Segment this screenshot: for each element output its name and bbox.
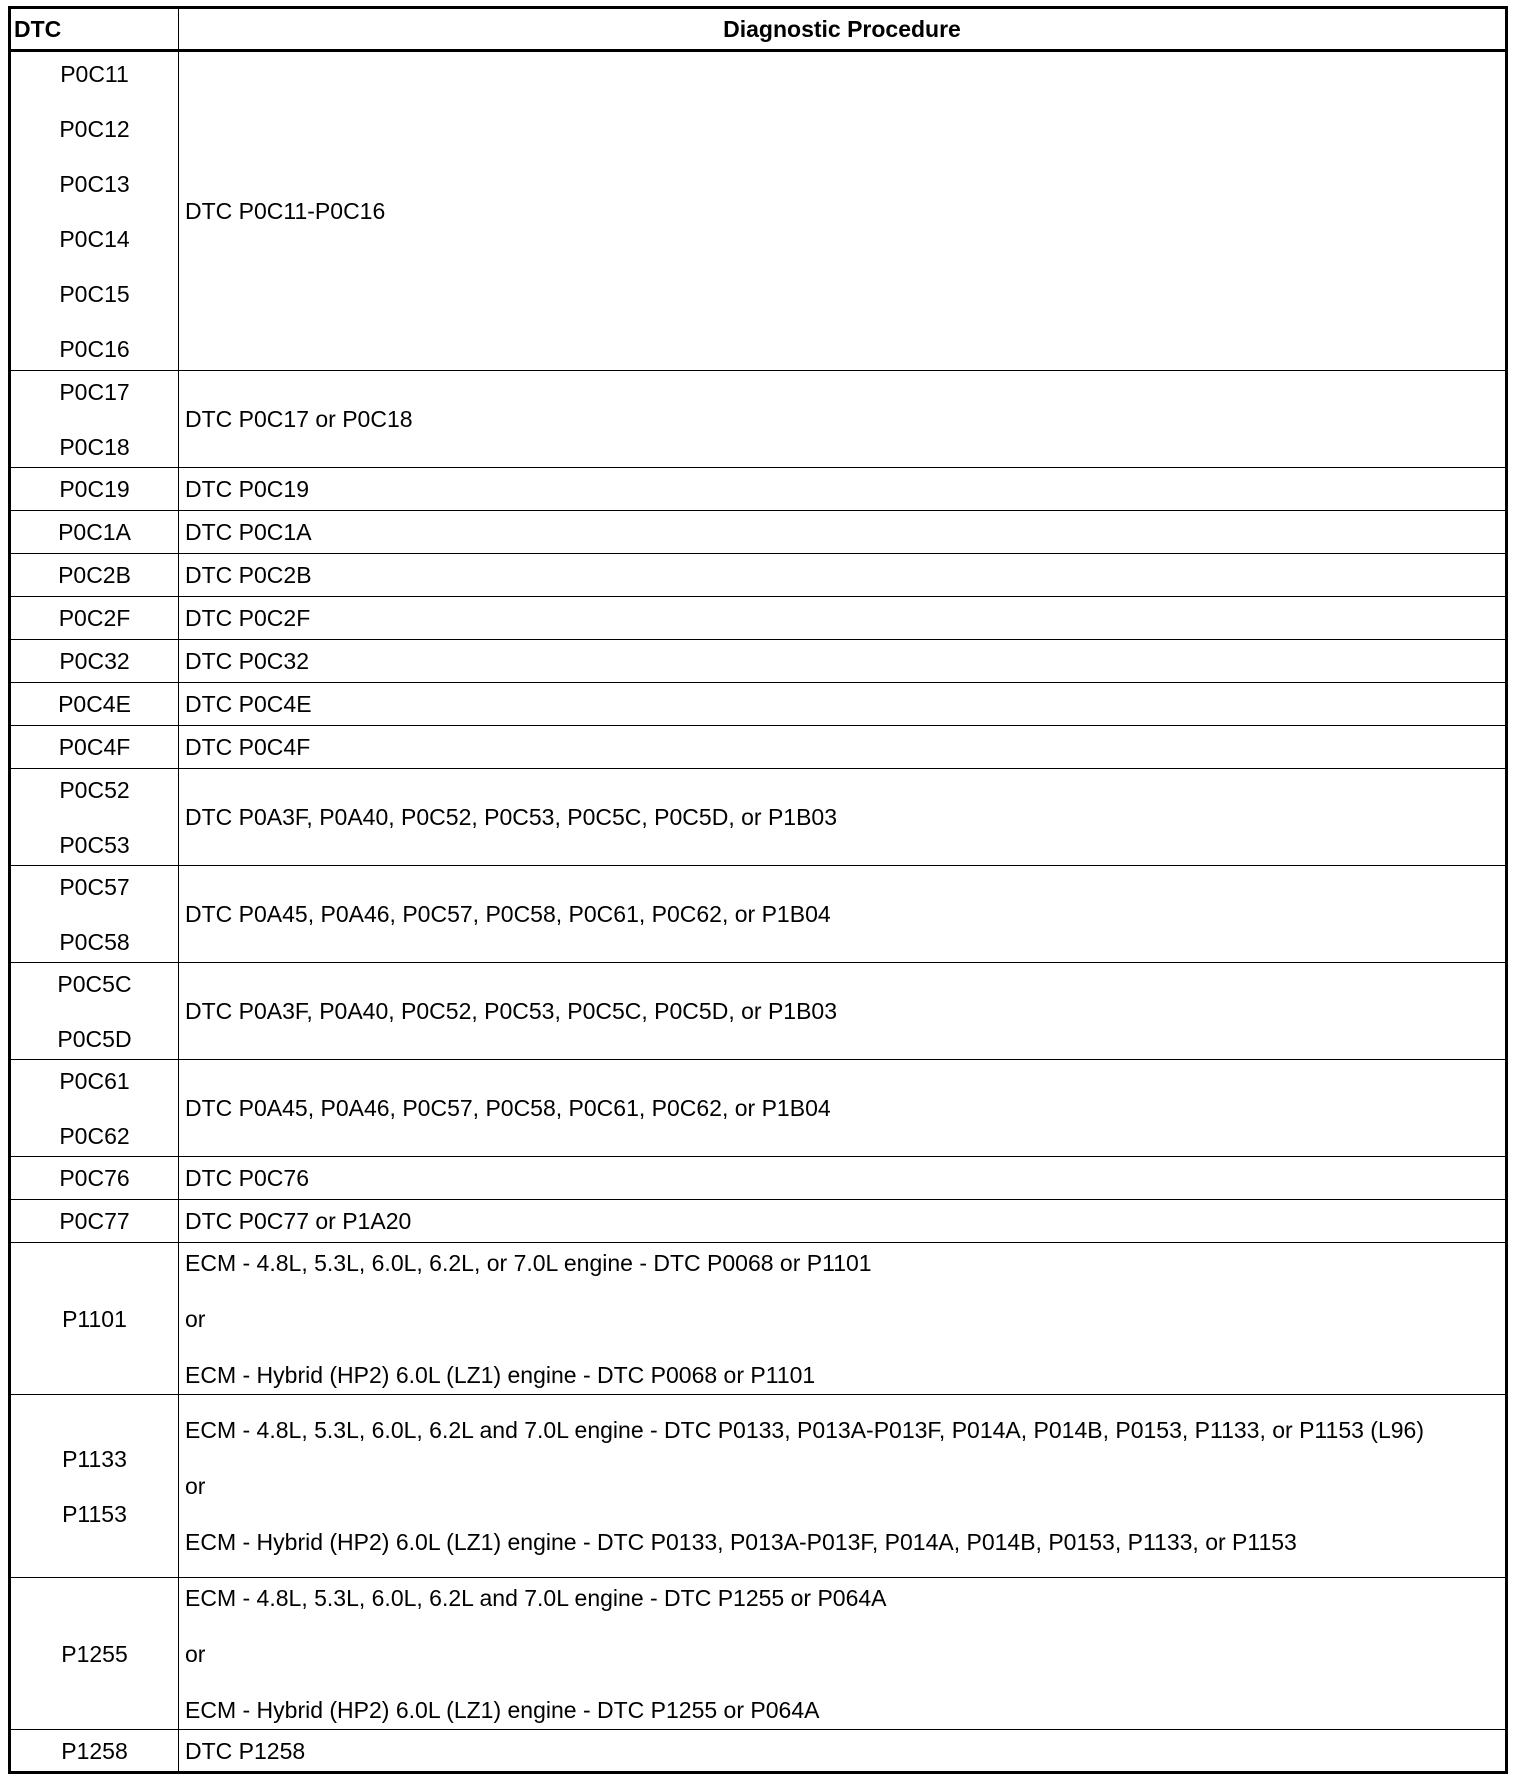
procedure-text: ECM - Hybrid (HP2) 6.0L (LZ1) engine - DTC P0133, P013A-P013F, P014A, P014B, P0153, P1133, or P1153 xyxy=(185,1529,1297,1555)
dtc-code-cell xyxy=(10,1578,179,1730)
dtc-code: P1258 xyxy=(61,1737,128,1764)
dtc-code: P0C19 xyxy=(59,476,130,502)
dtc-code: P0C58 xyxy=(59,928,130,955)
diagnostic-procedure-cell xyxy=(179,1730,1507,1773)
procedure-text: DTC P0A45, P0A46, P0C57, P0C58, P0C61, P0C62, or P1B04 xyxy=(185,1095,831,1121)
dtc-code: P1153 xyxy=(62,1500,127,1527)
table-row xyxy=(10,468,1507,511)
procedure-text: DTC P0C32 xyxy=(185,648,309,674)
table-row xyxy=(10,963,1507,1060)
dtc-code-cell xyxy=(10,1200,179,1243)
dtc-code: P0C61 xyxy=(59,1067,130,1094)
procedure-text: ECM - 4.8L, 5.3L, 6.0L, 6.2L and 7.0L engine - DTC P1255 or P064A xyxy=(185,1584,887,1611)
dtc-code-cell xyxy=(10,1157,179,1200)
dtc-code: P1133 xyxy=(62,1445,127,1472)
dtc-code-cell xyxy=(10,726,179,769)
document-page xyxy=(8,6,1508,1774)
dtc-code: P0C17 xyxy=(59,378,130,405)
procedure-text: DTC P0A45, P0A46, P0C57, P0C58, P0C61, P0C62, or P1B04 xyxy=(185,901,831,927)
diagnostic-procedure-cell xyxy=(179,1157,1507,1200)
dtc-code: P0C16 xyxy=(59,335,130,362)
procedure-text: DTC P0C1A xyxy=(185,519,312,545)
table-row xyxy=(10,1730,1507,1773)
dtc-code-cell xyxy=(10,769,179,866)
dtc-code-cell xyxy=(10,1395,179,1578)
dtc-code: P0C5C xyxy=(57,970,132,997)
dtc-code: P0C2B xyxy=(58,562,131,588)
procedure-text: or xyxy=(185,1305,206,1332)
procedure-text: DTC P0C19 xyxy=(185,476,309,502)
table-row xyxy=(10,554,1507,597)
dtc-code-cell xyxy=(10,554,179,597)
diagnostic-procedure-cell xyxy=(179,866,1507,963)
diagnostic-procedure-cell xyxy=(179,371,1507,468)
dtc-code-cell xyxy=(10,511,179,554)
dtc-code: P0C77 xyxy=(59,1208,130,1234)
diagnostic-procedure-cell xyxy=(179,769,1507,866)
procedure-text: ECM - 4.8L, 5.3L, 6.0L, 6.2L and 7.0L engine - DTC P0133, P013A-P013F, P014A, P014B, P0153, P1133, or P1153 (L96) xyxy=(185,1417,1424,1443)
diagnostic-procedure-cell xyxy=(179,726,1507,769)
table-row xyxy=(10,371,1507,468)
diagnostic-procedure-cell xyxy=(179,1395,1507,1578)
dtc-code: P0C13 xyxy=(59,170,130,197)
dtc-code-cell xyxy=(10,468,179,511)
dtc-code: P1255 xyxy=(61,1640,128,1667)
table-row xyxy=(10,683,1507,726)
procedure-text: DTC P0C77 or P1A20 xyxy=(185,1208,412,1234)
dtc-code: P1101 xyxy=(62,1305,127,1332)
dtc-code-cell xyxy=(10,1730,179,1773)
diagnostic-procedure-cell xyxy=(179,683,1507,726)
dtc-code-cell xyxy=(10,1243,179,1395)
dtc-code: P0C15 xyxy=(59,280,130,307)
procedure-text: DTC P0C2B xyxy=(185,562,312,588)
table-body xyxy=(10,51,1507,1773)
dtc-code: P0C2F xyxy=(58,605,131,631)
dtc-column-header: DTC xyxy=(10,8,179,51)
dtc-code: P0C12 xyxy=(59,115,130,142)
dtc-code-cell xyxy=(10,597,179,640)
procedure-column-header: Diagnostic Procedure xyxy=(179,8,1507,51)
procedure-text: ECM - 4.8L, 5.3L, 6.0L, 6.2L, or 7.0L engine - DTC P0068 or P1101 xyxy=(185,1249,872,1276)
table-header-row xyxy=(10,8,1507,51)
diagnostic-procedure-cell xyxy=(179,468,1507,511)
table-row xyxy=(10,511,1507,554)
diagnostic-procedure-cell xyxy=(179,640,1507,683)
dtc-code: P0C52 xyxy=(59,776,130,803)
table-row xyxy=(10,597,1507,640)
dtc-code: P0C1A xyxy=(58,519,131,545)
dtc-code-cell xyxy=(10,640,179,683)
table-row xyxy=(10,726,1507,769)
procedure-text: DTC P0A3F, P0A40, P0C52, P0C53, P0C5C, P0C5D, or P1B03 xyxy=(185,998,837,1024)
dtc-procedure-table xyxy=(8,6,1508,1774)
table-row xyxy=(10,51,1507,371)
diagnostic-procedure-cell xyxy=(179,1243,1507,1395)
dtc-code-cell xyxy=(10,1060,179,1157)
procedure-text: DTC P0C17 or P0C18 xyxy=(185,406,413,432)
procedure-text: DTC P0C76 xyxy=(185,1165,309,1191)
table-row xyxy=(10,1578,1507,1730)
table-row xyxy=(10,769,1507,866)
dtc-code-cell xyxy=(10,866,179,963)
table-row xyxy=(10,1060,1507,1157)
dtc-code: P0C11 xyxy=(60,60,129,87)
table-row xyxy=(10,1157,1507,1200)
table-row xyxy=(10,640,1507,683)
table-row xyxy=(10,1200,1507,1243)
procedure-text: or xyxy=(185,1640,206,1667)
procedure-text: DTC P0C11-P0C16 xyxy=(185,198,386,224)
procedure-text: or xyxy=(185,1473,206,1499)
dtc-code: P0C62 xyxy=(59,1122,130,1149)
dtc-code: P0C14 xyxy=(59,225,130,252)
diagnostic-procedure-cell xyxy=(179,51,1507,371)
procedure-text: DTC P0C2F xyxy=(185,605,311,631)
dtc-code: P0C4F xyxy=(58,734,131,760)
procedure-text: ECM - Hybrid (HP2) 6.0L (LZ1) engine - DTC P0068 or P1101 xyxy=(185,1361,816,1388)
dtc-code: P0C53 xyxy=(59,831,130,858)
diagnostic-procedure-cell xyxy=(179,1060,1507,1157)
dtc-code: P0C4E xyxy=(58,691,131,717)
diagnostic-procedure-cell xyxy=(179,1200,1507,1243)
dtc-code: P0C18 xyxy=(59,433,130,460)
diagnostic-procedure-cell xyxy=(179,1578,1507,1730)
dtc-code: P0C76 xyxy=(59,1165,130,1191)
dtc-code: P0C32 xyxy=(59,648,130,674)
procedure-text: DTC P0C4E xyxy=(185,691,312,717)
table-row xyxy=(10,866,1507,963)
procedure-text: DTC P0A3F, P0A40, P0C52, P0C53, P0C5C, P0C5D, or P1B03 xyxy=(185,804,837,830)
dtc-code: P0C57 xyxy=(59,873,130,900)
diagnostic-procedure-cell xyxy=(179,597,1507,640)
diagnostic-procedure-cell xyxy=(179,554,1507,597)
diagnostic-procedure-cell xyxy=(179,511,1507,554)
procedure-text: DTC P1258 xyxy=(185,1737,306,1764)
dtc-code: P0C5D xyxy=(57,1025,132,1052)
dtc-code-cell xyxy=(10,371,179,468)
dtc-code-cell xyxy=(10,963,179,1060)
table-row xyxy=(10,1395,1507,1578)
table-row xyxy=(10,1243,1507,1395)
dtc-code-cell xyxy=(10,51,179,371)
procedure-text: ECM - Hybrid (HP2) 6.0L (LZ1) engine - DTC P1255 or P064A xyxy=(185,1696,820,1723)
dtc-code-cell xyxy=(10,683,179,726)
procedure-text: DTC P0C4F xyxy=(185,734,311,760)
diagnostic-procedure-cell xyxy=(179,963,1507,1060)
